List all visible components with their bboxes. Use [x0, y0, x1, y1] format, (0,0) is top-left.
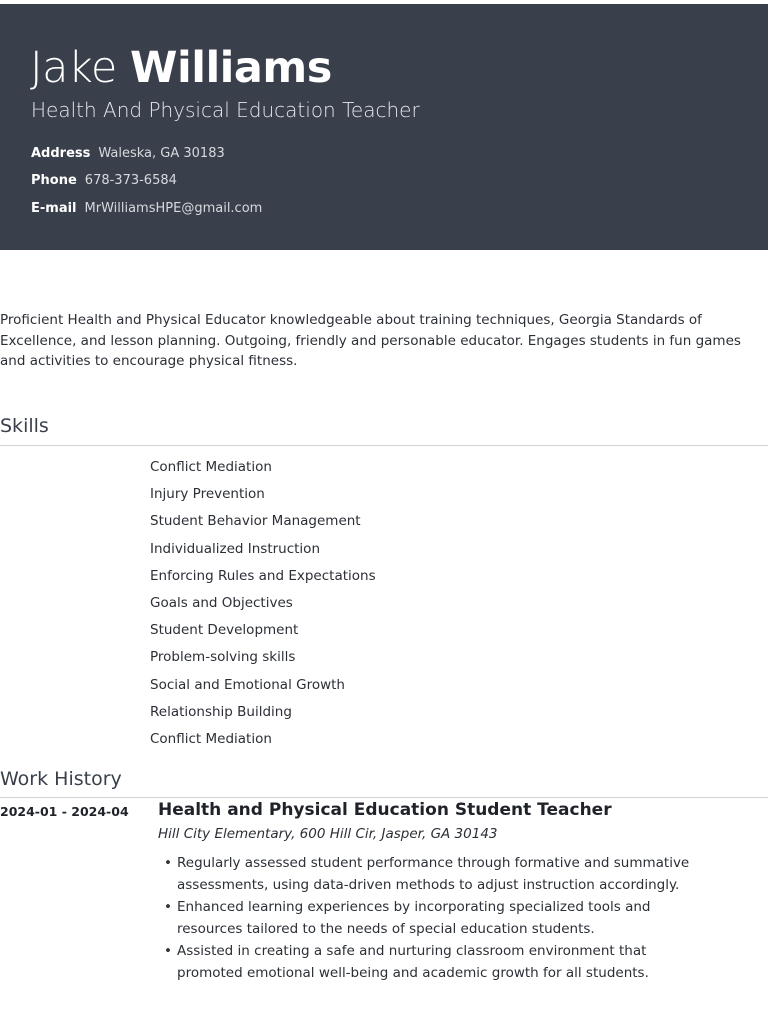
job-title: Health And Physical Education Teacher	[31, 98, 420, 122]
responsibility-text: Enhanced learning experiences by incorporating specialized tools and resources tailored to the needs of special education students.	[177, 899, 651, 937]
contact-label: E-mail	[31, 201, 77, 216]
contact-label: Address	[31, 146, 91, 161]
job-responsibilities	[164, 852, 704, 984]
skill-item: Conflict Mediation	[150, 459, 272, 475]
work-history-heading: Work History	[0, 768, 122, 790]
responsibility-item	[164, 896, 704, 940]
contact-label: Phone	[31, 173, 77, 188]
last-name: Williams	[130, 43, 332, 93]
candidate-name	[30, 42, 332, 94]
skill-item: Injury Prevention	[150, 486, 265, 503]
bullet-icon: •	[164, 943, 172, 959]
skill-item: Student Development	[150, 622, 299, 639]
contact-value: 678-373-6584	[84, 173, 177, 188]
work-history-divider	[0, 797, 768, 798]
contact-address	[31, 145, 225, 163]
bullet-icon: •	[164, 899, 172, 915]
skill-item: Goals and Objectives	[150, 595, 293, 612]
responsibility-item	[164, 852, 704, 896]
skills-divider	[0, 445, 768, 446]
contact-value: MrWilliamsHPE@gmail.com	[84, 201, 263, 216]
job-employer: Hill City Elementary, 600 Hill Cir, Jasper, GA 30143	[158, 826, 498, 842]
resume-header	[0, 4, 768, 250]
skills-heading: Skills	[0, 415, 49, 437]
professional-summary: Proficient Health and Physical Educator knowledgeable about training techniques, Georgia Standards of Excellence, and lesson planning. Outgoing, friendly and personable educator. Engages students in fun games and activities to encourage physical fitness.	[0, 312, 741, 370]
responsibility-text: Assisted in creating a safe and nurturing classroom environment that promoted emotional well-being and academic growth for all students.	[177, 943, 649, 981]
contact-phone	[31, 172, 177, 190]
skill-item: Problem-solving skills	[150, 649, 296, 666]
responsibility-text: Regularly assessed student performance through formative and summative assessments, using data-driven methods to adjust instruction accordingly.	[177, 855, 690, 893]
contact-email	[31, 200, 262, 218]
skill-item: Relationship Building	[150, 703, 292, 720]
first-name: Jake	[30, 43, 117, 93]
job-dates: 2024-01 - 2024-04	[0, 804, 129, 819]
job-position: Health and Physical Education Student Teacher	[158, 800, 612, 820]
bullet-icon: •	[164, 855, 172, 871]
contact-value: Waleska, GA 30183	[98, 146, 225, 161]
responsibility-item	[164, 940, 704, 984]
skill-item: Social and Emotional Growth	[150, 676, 345, 693]
skill-item: Enforcing Rules and Expectations	[150, 567, 376, 584]
skill-item: Individualized Instruction	[150, 540, 321, 557]
skill-item: Conflict Mediation	[150, 731, 272, 748]
skill-item: Student Behavior Management	[150, 513, 361, 530]
skills-list	[150, 454, 376, 753]
